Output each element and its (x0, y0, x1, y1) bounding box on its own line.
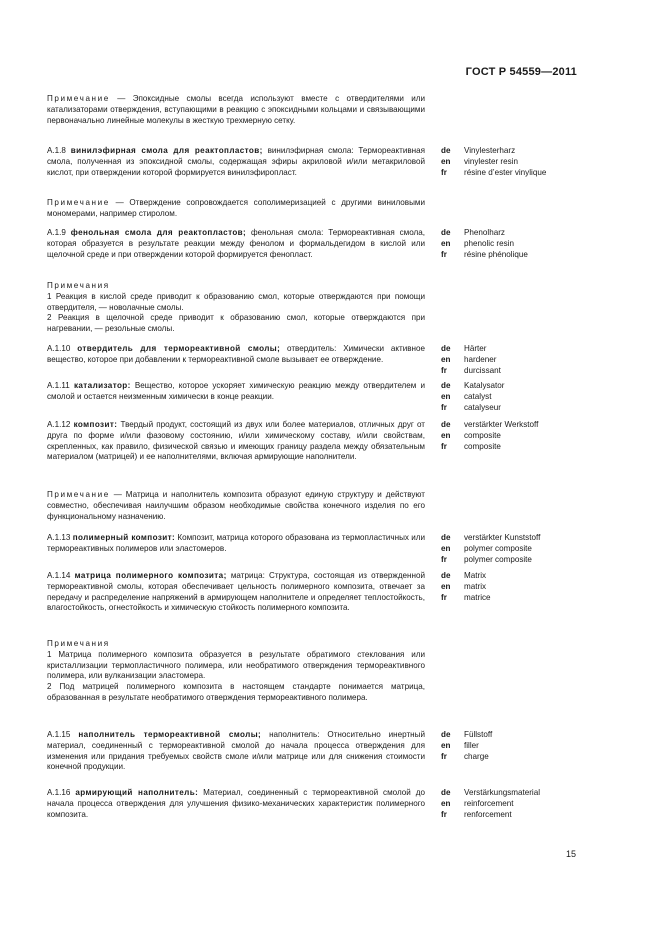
translated-term: Matrix (464, 571, 487, 580)
translations (441, 381, 567, 420)
entry-number: А.1.11 (47, 381, 70, 390)
entry-number: А.1.12 (47, 420, 71, 429)
term-definition: Твердый продукт, состоящий из двух или более материалов, отличных друг от друга по форме и/или фазовому состоянию, и/или химическому составу, и/или свойствам, скрепленных, как правило, физической связью и имеющих границу раздела между обязательным материалом (матрицей) и ее наполнителями, включая армирующие наполнители. (47, 420, 425, 462)
translations (441, 533, 567, 571)
lang-code: de (441, 228, 451, 237)
term-name: армирующий наполнитель: (75, 788, 199, 797)
note (47, 490, 567, 533)
term-entry (47, 344, 567, 381)
entry-number: А.1.15 (47, 730, 71, 739)
notes (47, 281, 567, 344)
lang-code: de (441, 344, 451, 353)
translated-term: Härter (464, 344, 487, 353)
term-definition: матрица: Структура, состоящая из отвержденной термореактивной смолы, которая обеспечивает цельность полимерного композита, отвечает за передачу и распределение напряжений в армирующем наполнителе и определяет теплостойкость, влагостойкость, огнестойкость и химическую стойкость полимерного композита. (47, 571, 426, 613)
term-entry (47, 146, 567, 198)
translated-term: renforcement (464, 809, 512, 819)
page-number: 15 (565, 849, 576, 859)
translations (441, 788, 567, 828)
term-definition: Материал, соединенный с термореактивной смолой до начала процесса отверждения для улучшения физико-механических характеристик полимерного композита. (47, 788, 426, 819)
term-name: композит: (73, 420, 118, 429)
lang-code: en (441, 238, 451, 248)
term-name: отвердитель для термореактивной смолы; (77, 344, 281, 353)
term-name: наполнитель термореактивной смолы; (78, 730, 262, 739)
note-line: 2 Реакция в щелочной среде приводит к образованию смол, которые отверждаются при нагревании, — резольные смолы. (47, 313, 425, 334)
entry-number: А.1.13 (47, 533, 71, 542)
note-label: Примечание (47, 490, 110, 499)
lang-code: en (441, 581, 451, 591)
lang-code: de (441, 730, 451, 739)
lang-code: de (441, 420, 451, 429)
translated-term: catalyst (464, 391, 492, 401)
term-entry (47, 571, 567, 639)
lang-code: en (441, 391, 451, 401)
term-entry (47, 381, 567, 420)
term-entry (47, 533, 567, 571)
term-entry (47, 228, 567, 281)
translated-term: charge (464, 751, 489, 761)
lang-code: de (441, 146, 451, 155)
term-name: матрица полимерного композита; (74, 571, 227, 580)
lang-code: en (441, 354, 451, 364)
translated-term: composite (464, 430, 501, 440)
translated-term: composite (464, 441, 501, 451)
translated-term: vinylester resin (464, 156, 518, 166)
lang-code: en (441, 798, 451, 808)
lang-code: de (441, 381, 451, 390)
lang-code: fr (441, 365, 447, 375)
translated-term: Vinylesterharz (464, 146, 516, 155)
term-definition: винилэфирная смола: Термореактивная смола, полученная из эпоксидной смолы, содержащая эфиры акриловой и/или метакриловой кислот, при отверждении которой формируется винилэфиропласт. (47, 146, 425, 177)
translations (441, 730, 567, 788)
lang-code: fr (441, 167, 447, 177)
translated-term: durcissant (464, 365, 501, 375)
note-label: Примечание (47, 198, 110, 207)
translated-term: hardener (464, 354, 497, 364)
term-name: фенольная смола для реактопластов; (70, 228, 247, 237)
lang-code: de (441, 533, 451, 542)
notes (47, 639, 567, 730)
note-text: — Матрица и наполнитель композита образуют единую структуру и действуют совместно, обеспечивая наилучшим образом необходимые свойства конечного изделия по его функциональному назначению. (47, 490, 425, 521)
translated-term: Verstärkungsmaterial (464, 788, 541, 797)
translations (441, 146, 567, 198)
lang-code: fr (441, 809, 447, 819)
lang-code: fr (441, 441, 447, 451)
translated-term: Füllstoff (464, 730, 493, 739)
lang-code: de (441, 571, 451, 580)
lang-code: fr (441, 751, 447, 761)
translated-term: filler (464, 740, 479, 750)
note-line: 2 Под матрицей полимерного композита в настоящем стандарте понимается матрица, образованная в результате необратимого отверждения термореактивного полимера. (47, 682, 425, 702)
term-entry (47, 420, 567, 490)
lang-code: fr (441, 592, 447, 602)
lang-code: fr (441, 402, 447, 412)
translations (441, 420, 567, 490)
lang-code: en (441, 156, 451, 166)
term-definition: Вещество, которое ускоряет химическую реакцию между отвердителем и смолой и остается неизменным химически в конце реакции. (47, 381, 425, 401)
term-definition: наполнитель: Относительно инертный материал, соединенный с термореактивной смолой до начала процесса отверждения для изменения или придания требуемых свойств смоле и/или матрице или для снижения стоимости конечной продукции. (47, 730, 425, 772)
notes-label: Примечания (47, 639, 110, 648)
entry-number: А.1.14 (47, 571, 71, 580)
translations (441, 228, 567, 281)
entry-number: А.1.16 (47, 788, 71, 797)
note-label: Примечание (47, 94, 110, 103)
translated-term: polymer composite (464, 554, 532, 564)
translated-term: Katalysator (464, 381, 505, 390)
lang-code: fr (441, 249, 447, 259)
term-definition: Композит, матрица которого образована из термопластичных или термореактивных полимеров или эластомеров. (47, 533, 426, 553)
lang-code: fr (441, 554, 447, 564)
term-name: катализатор: (73, 381, 131, 390)
note (47, 198, 567, 228)
document-header: ГОСТ Р 54559—2011 (465, 66, 577, 78)
translated-term: polymer composite (464, 543, 532, 553)
term-entry (47, 788, 567, 828)
translated-term: matrice (464, 592, 491, 602)
translations (441, 571, 567, 639)
translated-term: verstärkter Kunststoff (464, 533, 541, 542)
term-definition: отвердитель: Химически активное вещество, которое при добавлении к термореактивной смоле вызывает ее отверждение. (47, 344, 425, 364)
note-text: — Эпоксидные смолы всегда используют вместе с отвердителями или катализаторами отверждения, вступающими в реакцию с эпоксидными кольцами и связывающими первоначально линейные молекулы в жесткую трехмерную сетку. (47, 94, 425, 125)
note-line: 1 Реакция в кислой среде приводит к образованию смол, которые отверждаются при помощи отвердителя, — новолачные смолы. (47, 291, 425, 312)
translated-term: reinforcement (464, 798, 514, 808)
note-text: — Отверждение сопровождается сополимеризацией с другими виниловыми мономерами, например стиролом. (47, 198, 425, 218)
translated-term: matrix (464, 581, 487, 591)
translated-term: résine d’ester vinylique (464, 167, 547, 177)
notes-label: Примечания (47, 281, 110, 290)
lang-code: en (441, 543, 451, 553)
term-entry (47, 730, 567, 788)
translations (441, 344, 567, 381)
lang-code: en (441, 740, 451, 750)
term-name: винилэфирная смола для реактопластов; (70, 146, 263, 155)
translated-term: résine phénolique (464, 249, 528, 259)
translated-term: phenolic resin (464, 238, 514, 248)
note-line: 1 Матрица полимерного композита образуется в результате обратимого стеклования или кристаллизации термопластичного полимера, или необратимого отверждения термореактивного полимера, или вулканизации эластомера. (47, 649, 425, 681)
entry-number: А.1.8 (47, 146, 66, 155)
translated-term: verstärkter Werkstoff (464, 420, 539, 429)
translated-term: Phenolharz (464, 228, 505, 237)
lang-code: en (441, 430, 451, 440)
entry-number: А.1.9 (47, 228, 66, 237)
term-definition: фенольная смола: Термореактивная смола, которая образуется в результате реакции между фенолом и формальдегидом в кислой или щелочной среде и при отверждении которой формируется фенопласт. (47, 228, 425, 259)
entry-number: А.1.10 (47, 344, 71, 353)
lang-code: de (441, 788, 451, 797)
document-body (47, 94, 567, 828)
term-name: полимерный композит: (72, 533, 176, 542)
translated-term: catalyseur (464, 402, 501, 412)
note (47, 94, 567, 146)
